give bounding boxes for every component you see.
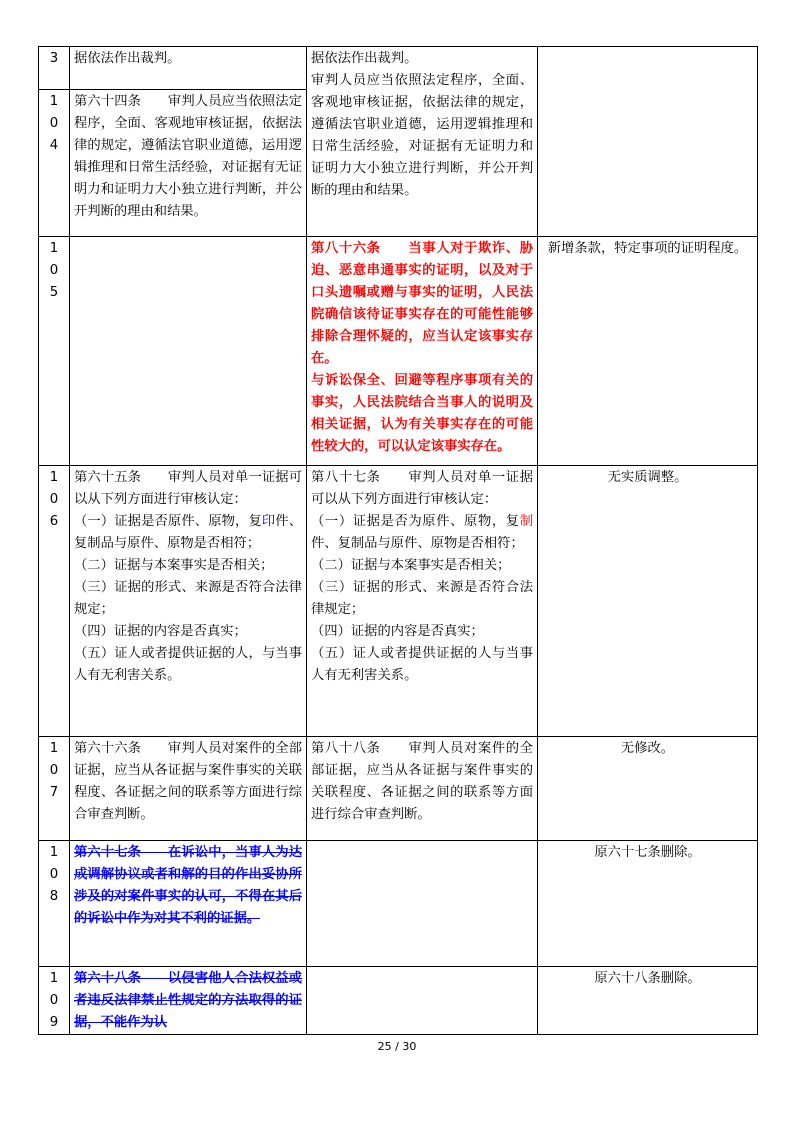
old-text: （五）证人或者提供证据的人，与当事人有无利害关系。 <box>74 646 302 683</box>
deleted-text: 第六十七条 在诉讼中，当事人为达成调解协议或者和解的目的作出妥协所涉及的对案件事实的认可，不得在其后的诉讼中作为对其不利的证据。 <box>74 845 302 926</box>
old-text-cell <box>70 737 307 841</box>
row-number: 105 <box>39 237 70 466</box>
note-cell <box>538 237 758 466</box>
note-cell <box>538 47 758 237</box>
new-text: （二）证据与本案事实是否相关； <box>311 558 511 573</box>
row-number: 108 <box>39 841 70 967</box>
old-text: （二）证据与本案事实是否相关； <box>74 558 274 573</box>
old-text: （四）证据的内容是否真实； <box>74 624 247 639</box>
comparison-table <box>38 46 758 1035</box>
new-text: （四）证据的内容是否真实； <box>311 624 484 639</box>
changed-char: 印 <box>261 514 276 529</box>
new-text: （一）证据是否为原件、原物，复制件、复制品与原件、原物是否相符； <box>311 514 534 551</box>
new-text: 据依法作出裁判。 <box>311 51 418 66</box>
page-number: 25 / 30 <box>377 1040 417 1053</box>
deleted-text: 第六十八条 以侵害他人合法权益或者违反法律禁止性规定的方法取得的证据，不能作为认 <box>74 971 302 1030</box>
old-text: （一）证据是否原件、原物，复印件、复制品与原件、原物是否相符； <box>74 514 303 551</box>
new-text-cell <box>307 237 538 466</box>
changed-char: 制 <box>519 514 534 529</box>
new-text: 与诉讼保全、回避等程序事项有关的事实，人民法院结合当事人的说明及相关证据，认为有关事实存在的可能性较大的，可以认定该事实存在。 <box>311 373 533 454</box>
new-text: 审判人员应当依照法定程序，全面、客观地审核证据，依据法律的规定，遵循法官职业道德，运用逻辑推理和日常生活经验，对证据有无证明力和证明力大小独立进行判断，并公开判断的理由和结果。 <box>311 73 533 198</box>
new-text-cell <box>307 47 538 237</box>
table-row-103 <box>39 47 758 90</box>
row-number: 104 <box>39 90 70 237</box>
table-row-109 <box>39 967 758 1035</box>
old-text-cell <box>70 237 307 466</box>
row-number: 106 <box>39 466 70 737</box>
new-text-cell <box>307 967 538 1035</box>
table-row-105 <box>39 237 758 466</box>
note-cell <box>538 841 758 967</box>
new-text: （三）证据的形式、来源是否符合法律规定； <box>311 580 533 617</box>
note-text: 无修改。 <box>620 741 675 756</box>
new-text-cell <box>307 737 538 841</box>
old-text-cell <box>70 841 307 967</box>
table-row-108 <box>39 841 758 967</box>
old-text: （三）证据的形式、来源是否符合法律规定； <box>74 580 302 617</box>
table-row-107 <box>39 737 758 841</box>
row-number: 109 <box>39 967 70 1035</box>
note-cell <box>538 737 758 841</box>
new-text: （五）证人或者提供证据的人与当事人有无利害关系。 <box>311 646 533 683</box>
old-text-cell <box>70 967 307 1035</box>
row-number: 107 <box>39 737 70 841</box>
new-text: 第八十七条 审判人员对单一证据可以从下列方面进行审核认定： <box>311 470 533 507</box>
note-text: 新增条款，特定事项的证明程度。 <box>547 241 748 256</box>
table-row-106 <box>39 466 758 737</box>
old-text: 第六十四条 审判人员应当依照法定程序，全面、客观地审核证据，依据法律的规定，遵循法官职业道德，运用逻辑推理和日常生活经验，对证据有无证明力和证明力大小独立进行判断，并公开判断的理由和结果。 <box>74 94 302 219</box>
note-cell <box>538 967 758 1035</box>
new-text: 第八十六条 当事人对于欺诈、胁迫、恶意串通事实的证明，以及对于口头遗嘱或赠与事实的证明，人民法院确信该待证事实存在的可能性能够排除合理怀疑的，应当认定该事实存在。 <box>311 241 533 366</box>
old-text: 第六十六条 审判人员对案件的全部证据，应当从各证据与案件事实的关联程度、各证据之间的联系等方面进行综合审查判断。 <box>74 741 302 822</box>
row-number: 3 <box>39 47 70 90</box>
new-text: 第八十八条 审判人员对案件的全部证据，应当从各证据与案件事实的关联程度、各证据之间的联系等方面进行综合审查判断。 <box>311 741 533 822</box>
old-text-cell <box>70 90 307 237</box>
note-text: 无实质调整。 <box>607 470 688 485</box>
new-text-cell <box>307 841 538 967</box>
new-text-cell <box>307 466 538 737</box>
note-text: 原六十七条删除。 <box>594 845 701 860</box>
old-text: 据依法作出裁判。 <box>74 51 181 66</box>
old-text: 第六十五条 审判人员对单一证据可以从下列方面进行审核认定： <box>74 470 302 507</box>
note-text: 原六十八条删除。 <box>594 971 701 986</box>
old-text-cell <box>70 47 307 90</box>
note-cell <box>538 466 758 737</box>
old-text-cell <box>70 466 307 737</box>
